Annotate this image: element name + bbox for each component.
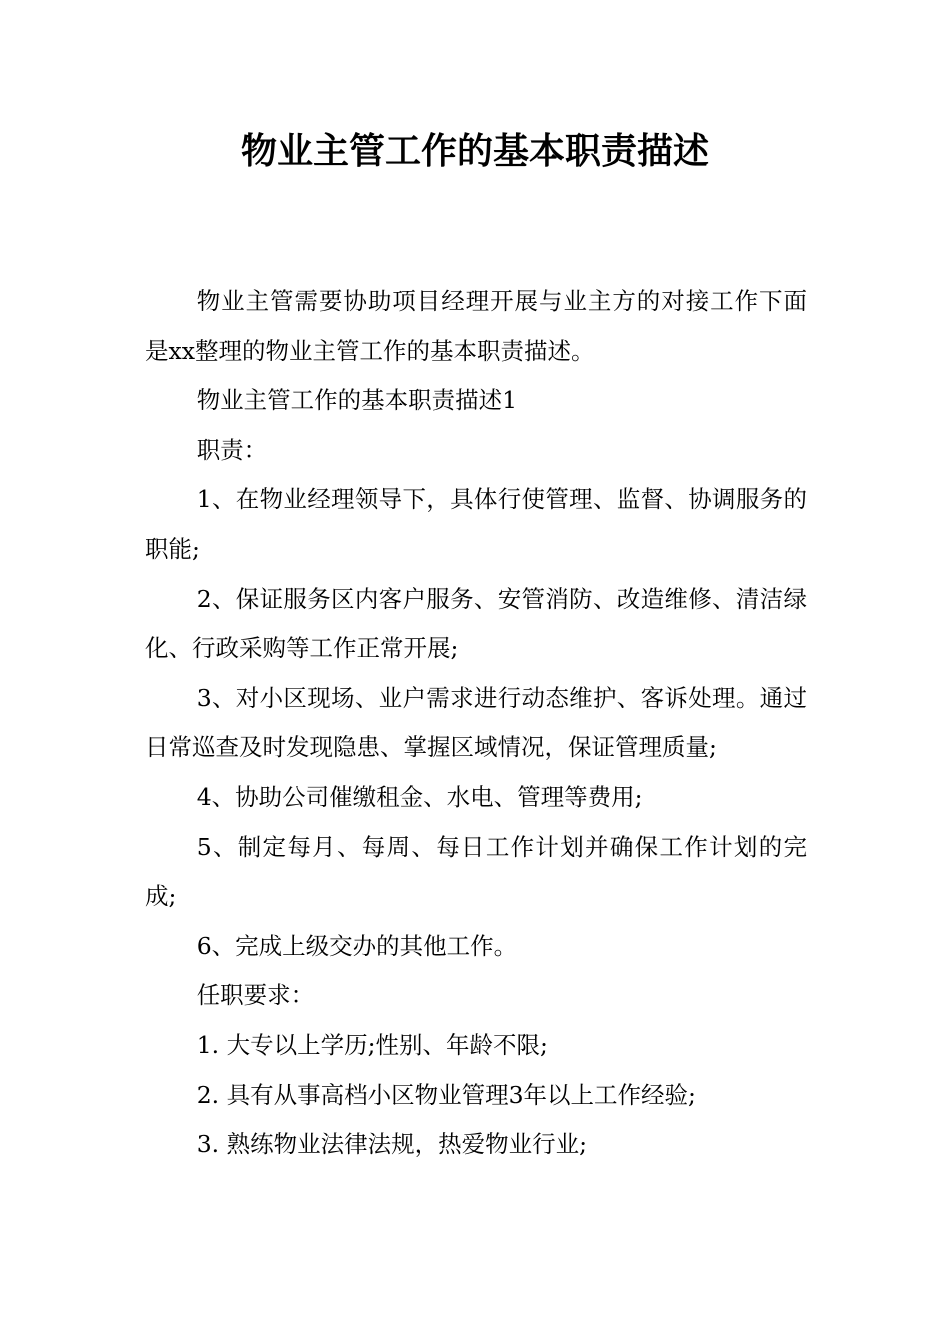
requirement-item-1: 1. 大专以上学历;性别、年龄不限; xyxy=(196,1030,548,1059)
requirements-heading: 任职要求： xyxy=(196,981,315,1010)
duty-item-2: 2、保证服务区内客户服务、安管消防、改造维修、清洁绿化、行政采购等工作正常开展; xyxy=(145,584,807,663)
duty-item-1: 1、在物业经理领导下，具体行使管理、监督、协调服务的职能; xyxy=(145,485,807,563)
duty-item-4: 4、协助公司催缴租金、水电、管理等费用; xyxy=(196,782,643,811)
duty-item-3: 3、对小区现场、业户需求进行动态维护、客诉处理。通过日常巡查及时发现隐患、掌握区域情况，保证管理质量; xyxy=(145,683,807,762)
duty-item-6: 6、完成上级交办的其他工作。 xyxy=(196,931,518,960)
section-heading: 物业主管工作的基本职责描述1 xyxy=(196,386,518,415)
intro-paragraph: 物业主管需要协助项目经理开展与业主方的对接工作下面是xx整理的物业主管工作的基本职责描述。 xyxy=(145,287,807,365)
document-title: 物业主管工作的基本职责描述 xyxy=(240,131,709,172)
duty-item-5: 5、制定每月、每周、每日工作计划并确保工作计划的完成; xyxy=(145,832,807,911)
requirement-item-3: 3. 熟练物业法律法规，热爱物业行业; xyxy=(196,1130,587,1159)
document-body xyxy=(145,277,807,1170)
requirement-item-2: 2. 具有从事高档小区物业管理3年以上工作经验; xyxy=(196,1080,696,1109)
duties-heading: 职责： xyxy=(196,435,268,464)
